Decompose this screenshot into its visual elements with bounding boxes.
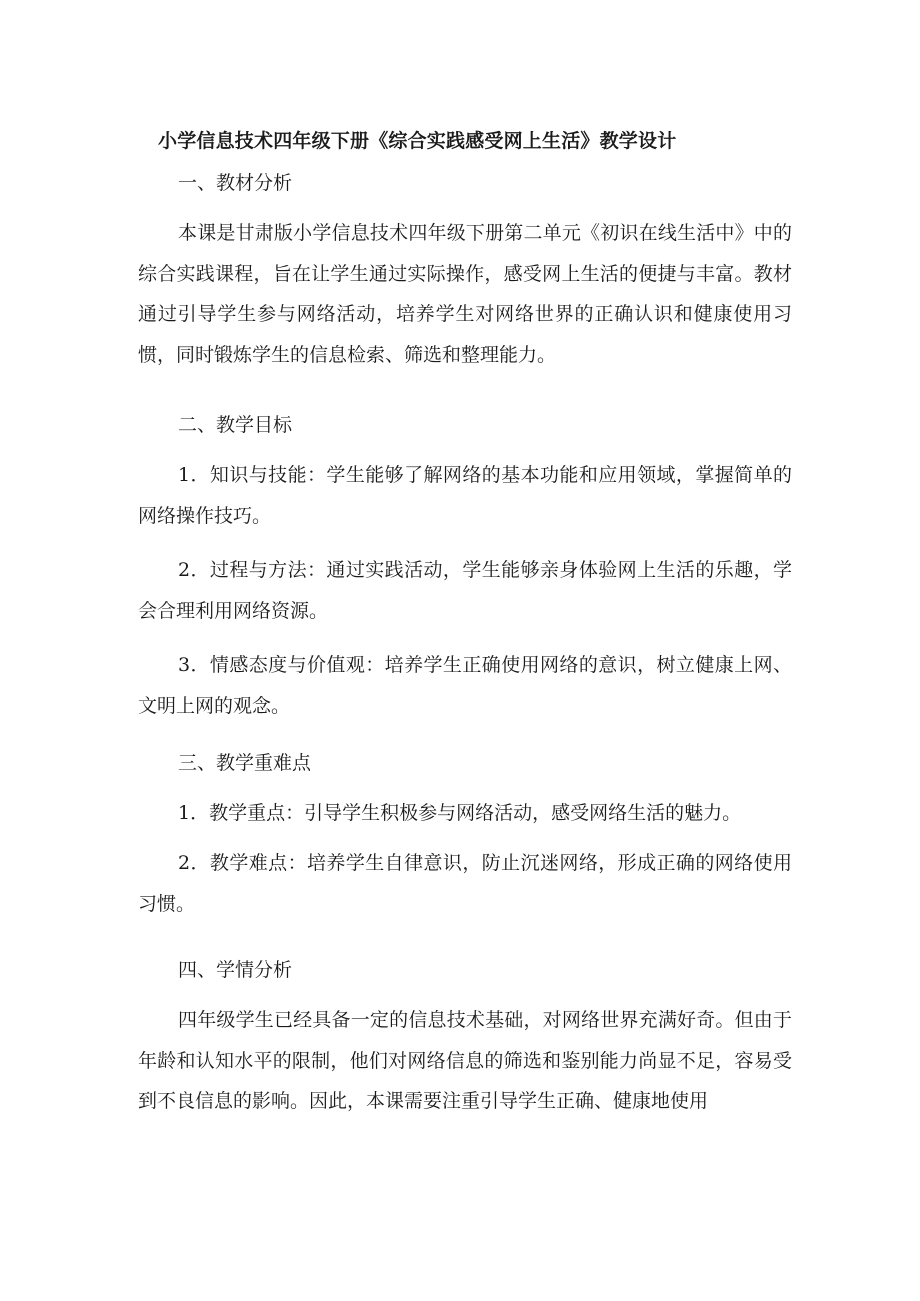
section-heading-materials: 一、教材分析	[178, 172, 293, 194]
paragraph-objective-3: 3．情感态度与价值观：培养学生正确使用网络的意识，树立健康上网、文明上网的观念。	[138, 654, 792, 717]
paragraph-objective-1: 1．知识与技能：学生能够了解网络的基本功能和应用领域，掌握简单的网络操作技巧。	[138, 464, 792, 527]
document-title: 小学信息技术四年级下册《综合实践感受网上生活》教学设计	[158, 130, 677, 152]
paragraph-key-point-1: 1．教学重点：引导学生积极参与网络活动，感受网络生活的魅力。	[178, 802, 742, 824]
section-heading-key-points: 三、教学重难点	[178, 752, 312, 774]
paragraph-key-point-2: 2．教学难点：培养学生自律意识，防止沉迷网络，形成正确的网络使用习惯。	[138, 852, 792, 915]
paragraph-objective-2: 2．过程与方法：通过实践活动，学生能够亲身体验网上生活的乐趣，学会合理利用网络资源。	[138, 559, 792, 622]
section-heading-objectives: 二、教学目标	[178, 414, 293, 436]
section-heading-learner-analysis: 四、学情分析	[178, 959, 293, 981]
paragraph-materials: 本课是甘肃版小学信息技术四年级下册第二单元《初识在线生活中》中的综合实践课程，旨在让学生通过实际操作，感受网上生活的便捷与丰富。教材通过引导学生参与网络活动，培养学生对网络世界的正确认识和健康使用习惯，同时锻炼学生的信息检索、筛选和整理能力。	[138, 222, 792, 366]
paragraph-learner-analysis: 四年级学生已经具备一定的信息技术基础，对网络世界充满好奇。但由于年龄和认知水平的限制，他们对网络信息的筛选和鉴别能力尚显不足，容易受到不良信息的影响。因此，本课需要注重引导学生正确、健康地使用	[138, 1009, 792, 1112]
